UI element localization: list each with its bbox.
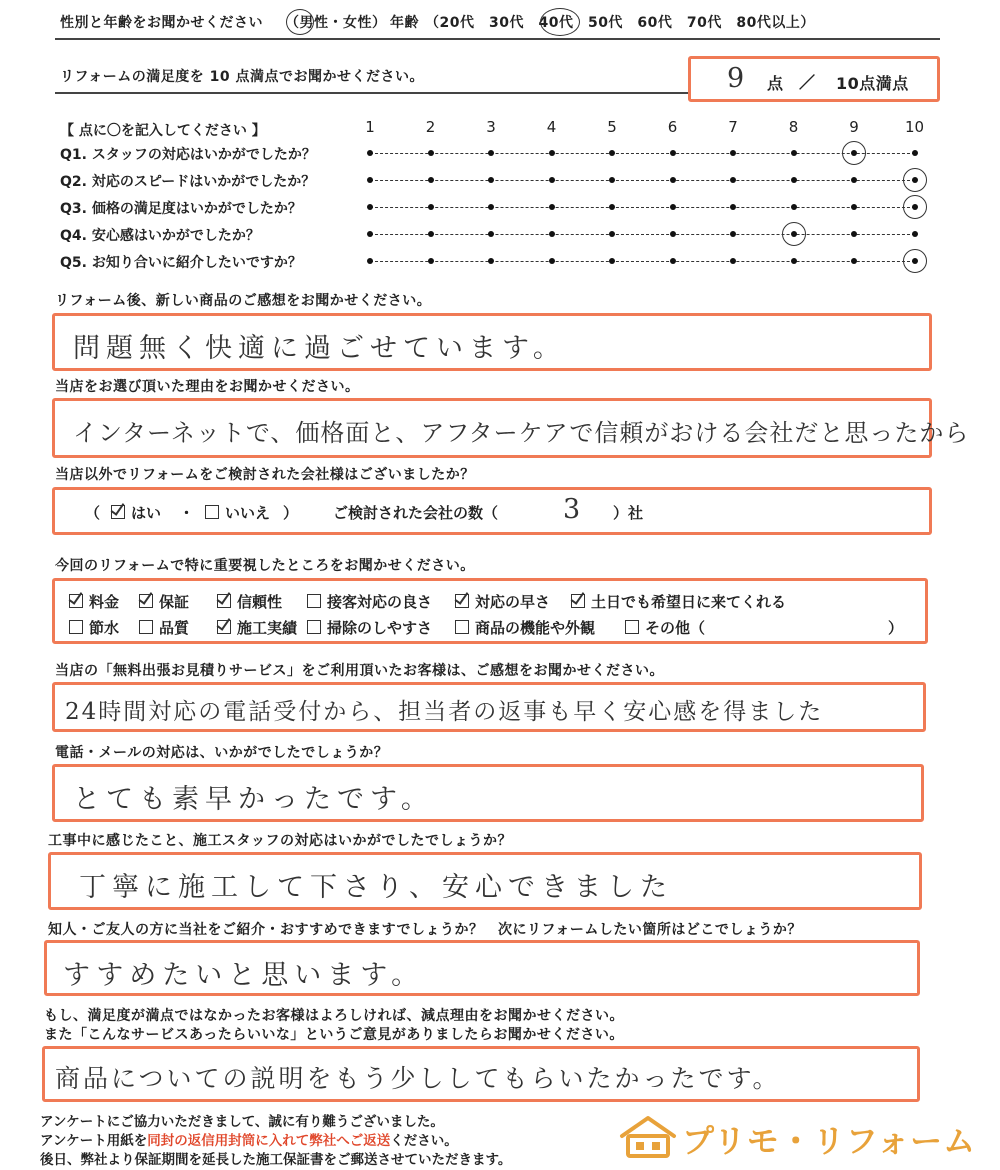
rating-point-2-4[interactable] [549,177,555,183]
rating-point-3-3[interactable] [488,204,494,210]
brand-logo [618,1112,977,1162]
satisfaction-score: 9 [727,63,751,94]
rating-line-2 [370,180,915,181]
scale-number-9: 9 [849,118,859,136]
rating-selected-circle-5 [903,249,927,273]
priority-label-3: 信頼性 [237,593,283,611]
footer-line-3: 後日、弊社より保証期間を延長した施工保証書をご郵送させていただきます。 [40,1152,512,1168]
yes-label: はい [131,504,162,522]
male-circle-mark [286,9,314,35]
brand-logo-text: プリモ・リフォーム [682,1122,977,1160]
priority-checkbox-2[interactable] [139,594,153,608]
rating-point-2-5[interactable] [609,177,615,183]
rating-point-4-6[interactable] [670,231,676,237]
estimate-service-answer: 24時間対応の電話受付から、担当者の返事も早く安心感を得ました [65,699,824,725]
yesno-open: （ [85,504,101,522]
rating-point-3-7[interactable] [730,204,736,210]
rating-point-5-3[interactable] [488,258,494,264]
rating-selected-circle-1 [842,141,866,165]
age-40-circle-mark [540,8,580,36]
priority-label-1: 料金 [89,593,120,611]
rating-point-1-6[interactable] [670,150,676,156]
scale-number-5: 5 [607,118,617,136]
priority-option-11[interactable] [455,617,595,638]
reason-label: 当店をお選び頂いた理由をお聞かせください。 [55,379,360,395]
priority-label-7: 節水 [89,619,120,637]
yesno-dot: ・ [179,504,195,522]
priority-checkbox-6[interactable] [571,594,585,608]
scale-number-1: 1 [365,118,375,136]
rating-point-2-9[interactable] [851,177,857,183]
rating-point-1-5[interactable] [609,150,615,156]
estimate-service-box [52,682,926,732]
rating-point-3-8[interactable] [791,204,797,210]
priority-option-9[interactable] [217,617,297,638]
deduction-label-1: もし、満足度が満点ではなかったお客様はよろしければ、減点理由をお聞かせください。 [44,1008,624,1024]
footer-line-2 [40,1129,458,1149]
satisfaction-rule [55,92,690,94]
rating-point-3-1[interactable] [367,204,373,210]
yes-option[interactable] [111,502,161,523]
rating-point-2-1[interactable] [367,177,373,183]
satisfaction-label: リフォームの満足度を 10 点満点でお聞かせください。 [60,69,425,85]
after-reform-answer: 問題無く快適に過ごせています。 [73,333,566,364]
priority-checkbox-7[interactable] [69,620,83,634]
recommend-label: 知人・ご友人の方に当社をご紹介・おすすめできますでしょうか？ 次にリフォームしたい箇所はどこでしょうか？ [48,922,802,938]
rating-point-1-3[interactable] [488,150,494,156]
phone-mail-label: 電話・メールの対応は、いかがでしたでしょうか？ [55,745,389,761]
rating-point-5-5[interactable] [609,258,615,264]
gender-options: （男性・女性） [285,15,387,31]
priority-label-2: 保証 [159,593,190,611]
priorities-label: 今回のリフォームで特に重要視したところをお聞かせください。 [55,558,475,574]
rating-point-1-7[interactable] [730,150,736,156]
deduction-label-2: また「こんなサービスあったらいいな」というご意見がありましたらお聞かせください。 [44,1027,624,1043]
rating-point-5-8[interactable] [791,258,797,264]
priority-option-4[interactable] [307,591,432,612]
priority-label-10: 掃除のしやすさ [327,619,433,637]
phone-mail-box [52,764,924,822]
after-reform-box [52,313,932,371]
rating-point-5-9[interactable] [851,258,857,264]
recommend-box [44,940,920,996]
gender-age-label: 性別と年齢をお聞かせください [60,15,263,31]
other-companies-box [52,487,932,535]
question-label-3: Q3. 価格の満足度はいかがでしたか？ [60,201,302,217]
question-label-4: Q4. 安心感はいかがでしたか？ [60,228,260,244]
priority-option-1[interactable] [69,591,119,612]
rating-point-1-1[interactable] [367,150,373,156]
rating-point-4-4[interactable] [549,231,555,237]
age-label: 年齢 [390,15,419,31]
priority-checkbox-1[interactable] [69,594,83,608]
estimate-service-label: 当店の「無料出張お見積りサービス」をご利用頂いたお客様は、ご感想をお聞かせください。 [55,663,664,679]
no-label: いいえ [225,504,271,522]
scale-number-10: 10 [904,118,925,136]
scale-number-6: 6 [667,118,678,136]
rating-point-4-5[interactable] [609,231,615,237]
rating-point-5-2[interactable] [428,258,434,264]
rating-point-2-7[interactable] [730,177,736,183]
rating-point-4-2[interactable] [428,231,434,237]
rating-point-1-8[interactable] [791,150,797,156]
phone-mail-answer: とても素早かったです。 [73,784,434,815]
scale-number-7: 7 [728,118,738,136]
priority-checkbox-11[interactable] [455,620,469,634]
priority-checkbox-12[interactable] [625,620,639,634]
priority-label-4: 接客対応の良さ [327,593,433,611]
rating-instruction: 【 点に〇を記入してください 】 [60,123,266,139]
priority-option-6[interactable] [571,591,786,612]
footer-line-2-highlight: 同封の返信用封筒に入れて弊社へご返送 [147,1133,391,1149]
rating-point-4-3[interactable] [488,231,494,237]
rating-point-5-6[interactable] [670,258,676,264]
rating-point-1-4[interactable] [549,150,555,156]
priority-label-12: その他（ [645,619,706,637]
satisfaction-unit: 点 [767,74,784,93]
rating-point-5-1[interactable] [367,258,373,264]
priority-option-3[interactable] [217,591,282,612]
rating-point-4-7[interactable] [730,231,736,237]
reason-answer: インターネットで、価格面と、アフターケアで信頼がおける会社だと思ったから [73,419,970,447]
priority-checkbox-9[interactable] [217,620,231,634]
rating-point-4-9[interactable] [851,231,857,237]
scale-number-8: 8 [788,118,799,136]
footer-line-2a: アンケート用紙を [40,1133,148,1149]
recommend-answer: すすめたいと思います。 [63,960,425,991]
construction-label: 工事中に感じたこと、施工スタッフの対応はいかがでしたでしょうか？ [48,833,512,849]
rating-point-2-3[interactable] [488,177,494,183]
rating-line-5 [370,261,915,262]
priority-option-7[interactable] [69,617,119,638]
scale-number-3: 3 [486,118,496,136]
company-count-value: 3 [563,494,587,525]
rating-point-3-5[interactable] [609,204,615,210]
priority-label-9: 施工実績 [237,619,298,637]
rating-selected-circle-3 [903,195,927,219]
question-label-2: Q2. 対応のスピードはいかがでしたか？ [60,174,316,190]
priority-checkbox-5[interactable] [455,594,469,608]
company-count-suffix: ）社 [613,504,644,522]
rating-selected-circle-4 [782,222,806,246]
rating-point-3-2[interactable] [428,204,434,210]
priority-checkbox-4[interactable] [307,594,321,608]
satisfaction-slash: ／ [799,73,816,92]
priority-checkbox-10[interactable] [307,620,321,634]
priority-option-12[interactable] [625,617,705,638]
priority-option-5[interactable] [455,591,550,612]
footer-line-1: アンケートにご協力いただきまして、誠に有り難うございました。 [40,1114,444,1130]
rating-point-2-2[interactable] [428,177,434,183]
no-option[interactable] [205,502,270,523]
after-reform-label: リフォーム後、新しい商品のご感想をお聞かせください。 [55,293,432,309]
satisfaction-box [688,56,940,102]
yesno-close: ） [283,504,299,522]
rating-line-1 [370,153,915,154]
rating-point-2-6[interactable] [670,177,676,183]
question-label-5: Q5. お知り合いに紹介したいですか？ [60,255,302,271]
rating-point-5-4[interactable] [549,258,555,264]
construction-answer: 丁寧に施工して下さり、安心できました [79,872,673,903]
rating-selected-circle-2 [903,168,927,192]
footer-line-2c: ください。 [390,1133,458,1149]
deduction-answer: 商品についての説明をもう少ししてもらいたかったです。 [55,1064,781,1093]
priority-other-close: ） [888,619,904,637]
company-count-label: ご検討された会社の数（ [333,504,499,522]
priority-label-8: 品質 [159,619,190,637]
question-label-1: Q1. スタッフの対応はいかがでしたか？ [60,147,316,163]
scale-number-2: 2 [425,118,436,136]
deduction-box [42,1046,920,1102]
yes-checkbox[interactable] [111,505,125,519]
rating-point-5-7[interactable] [730,258,736,264]
rating-point-4-1[interactable] [367,231,373,237]
rating-point-3-9[interactable] [851,204,857,210]
priority-checkbox-8[interactable] [139,620,153,634]
header-rule [55,38,940,40]
rating-point-1-2[interactable] [428,150,434,156]
priority-label-6: 土日でも希望日に来てくれる [591,593,787,611]
priority-option-8[interactable] [139,617,189,638]
rating-point-2-8[interactable] [791,177,797,183]
priority-option-10[interactable] [307,617,432,638]
no-checkbox[interactable] [205,505,219,519]
priority-label-5: 対応の早さ [475,593,551,611]
priorities-box [52,578,928,644]
house-icon [618,1114,678,1160]
rating-point-3-4[interactable] [549,204,555,210]
satisfaction-max: 10点満点 [836,74,909,93]
rating-point-1-10[interactable] [912,150,918,156]
age-options: （20代 30代 40代 50代 60代 70代 80代以上） [425,15,815,31]
priority-option-2[interactable] [139,591,189,612]
reason-box [52,398,970,458]
rating-point-3-6[interactable] [670,204,676,210]
rating-point-4-10[interactable] [912,231,918,237]
other-companies-label: 当店以外でリフォームをご検討された会社様はございましたか？ [55,467,475,483]
scale-number-4: 4 [546,118,557,136]
priority-checkbox-3[interactable] [217,594,231,608]
priority-label-11: 商品の機能や外観 [475,619,596,637]
rating-line-3 [370,207,915,208]
construction-box [48,852,922,910]
rating-line-4 [370,234,915,235]
